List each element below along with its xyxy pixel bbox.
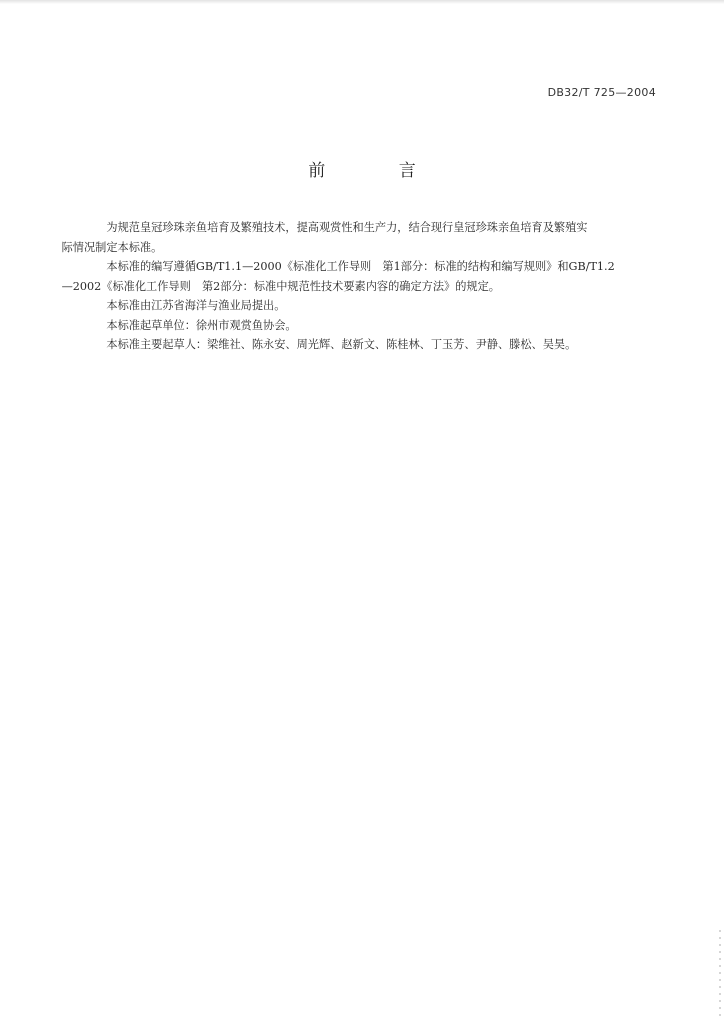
- paragraph-line: 本标准的编写遵循GB/T1.1—2000《标准化工作导则 第1部分：标准的结构和编写规则》和GB/T1.2: [106, 260, 615, 273]
- paragraph-proposer: [84, 296, 659, 316]
- paragraph-purpose: [61, 218, 659, 257]
- paragraph-line: 本标准起草单位：徐州市观赏鱼协会。: [106, 318, 297, 332]
- paragraph-line: 本标准主要起草人：梁维社、陈永安、周光辉、赵新文、陈桂林、丁玉芳、尹静、滕松、吴昊。: [106, 338, 577, 351]
- scan-edge-right: [719, 930, 721, 1020]
- foreword-body: [61, 218, 659, 355]
- paragraph-drafting-rules: [61, 257, 659, 296]
- paragraph-line: 为规范皇冠珍珠亲鱼培育及繁殖技术，提高观赏性和生产力，结合现行皇冠珍珠亲鱼培育及繁殖实: [106, 221, 588, 234]
- paragraph-line: 际情况制定本标准。: [61, 240, 163, 254]
- scan-edge-top: [0, 0, 724, 4]
- paragraph-line: —2002《标准化工作导则 第2部分：标准中规范性技术要素内容的确定方法》的规定。: [61, 279, 500, 293]
- paragraph-line: 本标准由江苏省海洋与渔业局提出。: [106, 299, 286, 312]
- paragraph-drafting-unit: [84, 316, 659, 336]
- paragraph-drafters: [84, 335, 659, 355]
- standard-number: DB32/T 725—2004: [547, 86, 656, 99]
- page-title: 前 言: [308, 161, 450, 181]
